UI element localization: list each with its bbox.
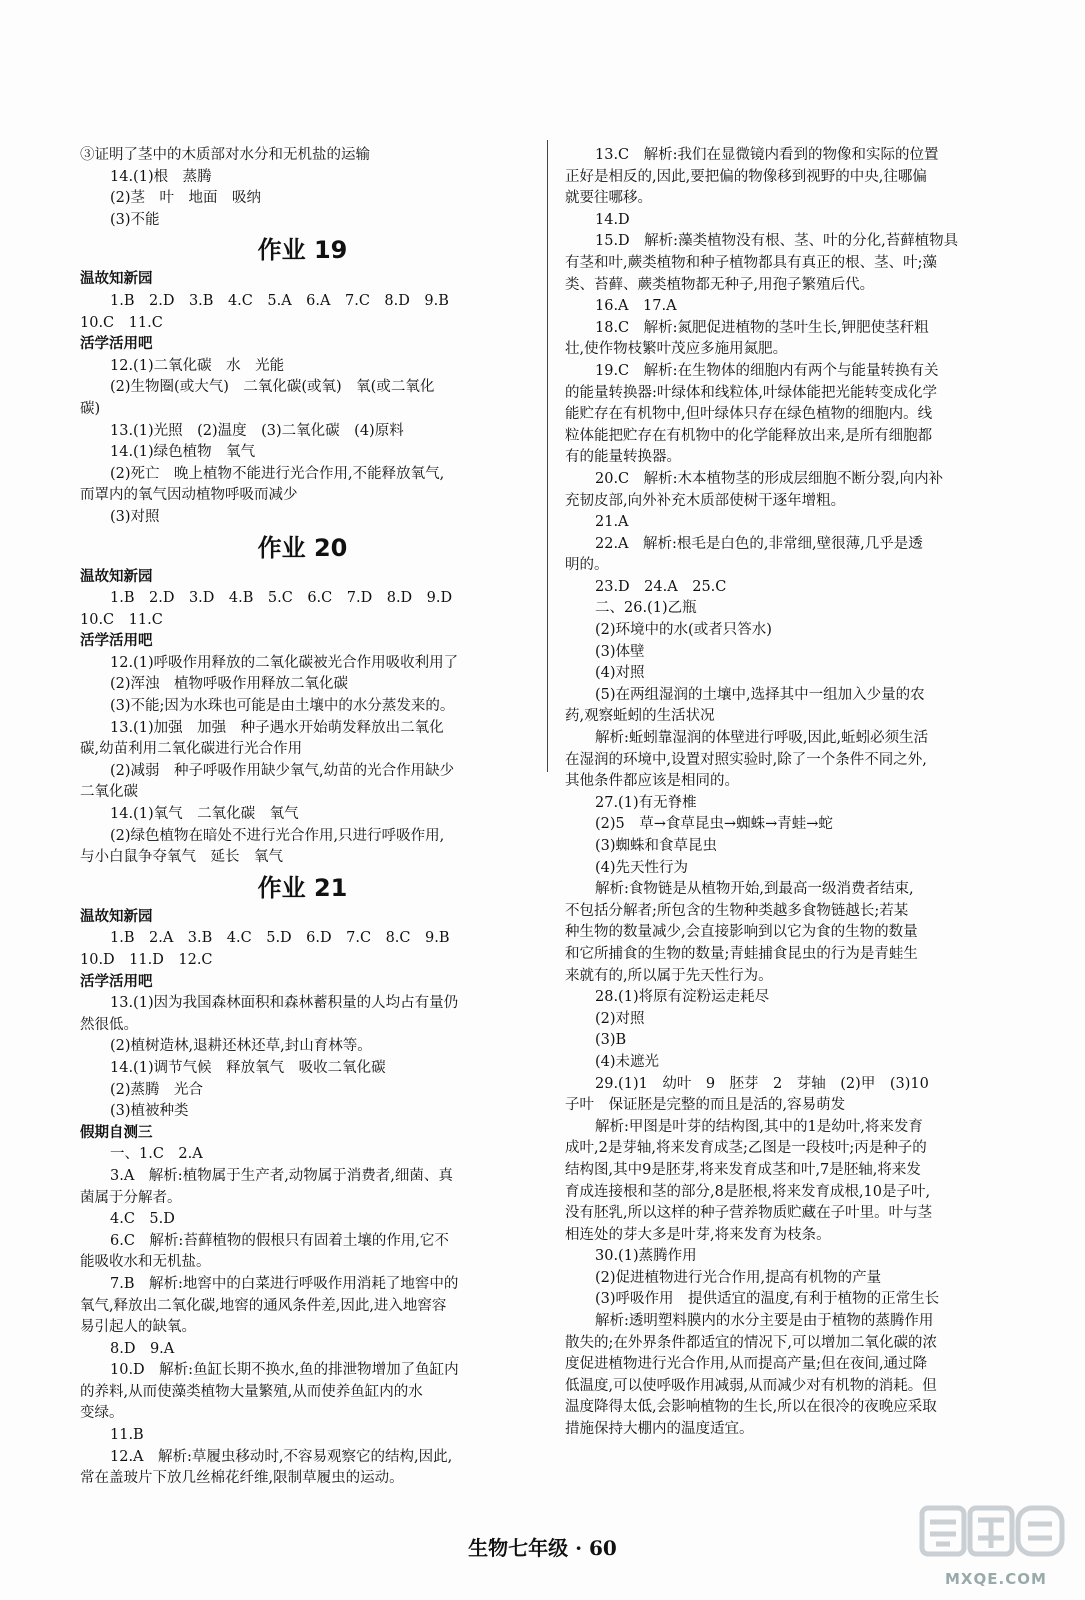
- answer-line: 15.D 解析:藻类植物没有根、茎、叶的分化,苔藓植物具: [595, 233, 959, 250]
- answer-line: 13.(1)加强 加强 种子遇水开始萌发释放出二氧化: [110, 719, 444, 736]
- answer-line: 子叶 保证胚是完整的而且是活的,容易萌发: [565, 1097, 846, 1114]
- answer-line: 二氧化碳: [80, 784, 138, 801]
- answer-line: 常在盖玻片下放几丝棉花纤维,限制草履虫的运动。: [80, 1470, 404, 1487]
- answer-line: 12.(1)呼吸作用释放的二氧化碳被光合作用吸收利用了: [110, 654, 459, 671]
- answer-line: (2)促进植物进行光合作用,提高有机物的产量: [595, 1269, 882, 1286]
- answer-line: 21.A: [595, 514, 629, 531]
- column-divider: [547, 140, 548, 772]
- subsection-label: 温故知新园: [80, 568, 153, 585]
- answer-line: (4)对照: [595, 665, 645, 682]
- section-heading: 作业 21: [257, 873, 348, 902]
- answer-line: 然很低。: [80, 1016, 138, 1033]
- answer-line: 与小白鼠争夺氧气 延长 氧气: [80, 849, 283, 866]
- answer-line: 的养料,从而使藻类植物大量繁殖,从而使养鱼缸内的水: [80, 1383, 423, 1400]
- answer-line: 6.C 解析:苔藓植物的假根只有固着土壤的作用,它不: [110, 1232, 449, 1249]
- right-column: [565, 145, 1020, 1441]
- answer-line: (3)对照: [110, 508, 160, 525]
- answer-line: 结构图,其中9是胚芽,将来发育成茎和叶,7是胚轴,将来发: [565, 1161, 921, 1178]
- answer-line: (4)未遮光: [595, 1053, 660, 1070]
- answer-line: 碳,幼苗利用二氧化碳进行光合作用: [80, 741, 303, 758]
- answer-line: (3)不能;因为水珠也可能是由土壤中的水分蒸发来的。: [110, 698, 455, 715]
- answer-line: 不包括分解者;所包含的生物种类越多食物链越长;若某: [565, 902, 909, 919]
- answer-line: 和它所捕食的生物的数量;青蛙捕食昆虫的行为是青蛙生: [565, 945, 918, 962]
- answer-line: 能贮存在有机物中,但叶绿体只存在绿色植物的细胞内。线: [565, 406, 933, 423]
- answer-line: 8.D 9.A: [110, 1340, 175, 1357]
- answer-line: 10.C 11.C: [80, 314, 163, 331]
- answer-line: 没有胚乳,所以这样的种子营养物质贮藏在子叶里。叶与茎: [565, 1205, 933, 1222]
- answer-line: 23.D 24.A 25.C: [595, 578, 727, 595]
- answer-line: 4.C 5.D: [110, 1211, 175, 1228]
- answer-line: 相连处的芽大多是叶芽,将来发育为枝条。: [565, 1226, 831, 1243]
- answer-line: (2)茎 叶 地面 吸纳: [110, 190, 262, 207]
- answer-line: 13.(1)因为我国森林面积和森林蓄积量的人均占有量仍: [110, 995, 459, 1012]
- answer-line: 30.(1)蒸腾作用: [595, 1248, 697, 1265]
- answer-line: 低温度,可以使呼吸作用减弱,从而减少对有机物的消耗。但: [565, 1377, 937, 1394]
- subsection-label: 假期自测三: [80, 1124, 153, 1141]
- answer-line: 二、26.(1)乙瓶: [595, 600, 697, 617]
- left-column: [80, 145, 525, 1490]
- answer-line: (3)不能: [110, 211, 160, 228]
- answer-line: 18.C 解析:氮肥促进植物的茎叶生长,钾肥使茎秆粗: [595, 319, 929, 336]
- answer-line: 10.D 11.D 12.C: [80, 952, 213, 968]
- answer-line: 14.(1)氧气 二氧化碳 氧气: [110, 806, 299, 823]
- answer-line: 27.(1)有无脊椎: [595, 794, 697, 811]
- answer-line: 而罩内的氧气因动植物呼吸而减少: [80, 487, 298, 504]
- watermark-url: MXQE.COM: [945, 1570, 1047, 1588]
- answer-line: (2)5 草→食草昆虫→蜘蛛→青蛙→蛇: [595, 816, 833, 833]
- answer-line: 12.(1)二氧化碳 水 光能: [110, 357, 285, 374]
- subsection-label: 温故知新园: [80, 908, 153, 925]
- answer-line: (2)浑浊 植物呼吸作用释放二氧化碳: [110, 676, 349, 693]
- answer-line: 16.A 17.A: [595, 298, 677, 315]
- answer-line: 度促进植物进行光合作用,从而提高产量;但在夜间,通过降: [565, 1356, 928, 1373]
- answer-line: (2)对照: [595, 1010, 645, 1027]
- answer-line: 明的。: [565, 557, 609, 574]
- answer-line: ③证明了茎中的木质部对水分和无机盐的运输: [80, 147, 370, 163]
- subsection-label: 活学活用吧: [80, 633, 153, 650]
- answer-line: (2)植树造林,退耕还林还草,封山育林等。: [110, 1038, 372, 1055]
- answer-line: 能吸收水和无机盐。: [80, 1254, 211, 1271]
- answer-line: 10.C 11.C: [80, 611, 163, 628]
- answer-line: 易引起人的缺氧。: [80, 1319, 196, 1336]
- answer-line: 13.(1)光照 (2)温度 (3)二氧化碳 (4)原料: [110, 422, 404, 439]
- answer-line: 类、苔藓、蕨类植物都无种子,用孢子繁殖后代。: [565, 276, 875, 293]
- answer-line: 解析:透明塑料膜内的水分主要是由于植物的蒸腾作用: [595, 1313, 934, 1330]
- answer-line: 育成连接根和茎的部分,8是胚根,将来发育成根,10是子叶,: [565, 1183, 931, 1200]
- answer-line: 14.(1)绿色植物 氧气: [110, 444, 256, 461]
- answer-line: 成叶,2是芽轴,将来发育成茎;乙图是一段枝叶;丙是种子的: [565, 1140, 927, 1157]
- answer-line: (5)在两组湿润的土壤中,选择其中一组加入少量的农: [595, 686, 925, 703]
- section-heading: 作业 20: [257, 533, 348, 562]
- answer-line: 1.B 2.A 3.B 4.C 5.D 6.D 7.C 8.C 9.B: [110, 930, 450, 947]
- answer-line: (3)蜘蛛和食草昆虫: [595, 838, 718, 854]
- section-heading: 作业 19: [257, 236, 348, 265]
- answer-line: 20.C 解析:木本植物茎的形成层细胞不断分裂,向内补: [595, 470, 944, 487]
- answer-line: 粒体能把贮存在有机物中的化学能释放出来,是所有细胞都: [565, 427, 933, 444]
- answer-line: 正好是相反的,因此,要把偏的物像移到视野的中央,往哪偏: [565, 168, 927, 185]
- answer-line: 1.B 2.D 3.D 4.B 5.C 6.C 7.D 8.D 9.D: [110, 590, 453, 607]
- answer-line: 12.A 解析:草履虫移动时,不容易观察它的结构,因此,: [110, 1448, 453, 1465]
- answer-line: (2)环境中的水(或者只答水): [595, 622, 772, 639]
- answer-line: 13.C 解析:我们在显微镜内看到的物像和实际的位置: [595, 147, 939, 163]
- answer-line: (2)蒸腾 光合: [110, 1081, 204, 1098]
- answer-line: 措施保持大棚内的温度适宜。: [565, 1421, 754, 1438]
- subsection-label: 温故知新园: [80, 271, 153, 288]
- answer-line: 11.B: [110, 1427, 144, 1444]
- answer-line: 温度降得太低,会影响植物的生长,所以在很冷的夜晚应采取: [565, 1399, 937, 1416]
- answer-line: 14.(1)根 蒸腾: [110, 168, 212, 185]
- answer-line: 壮,使作物枝繁叶茂应多施用氮肥。: [565, 341, 788, 358]
- answer-line: (4)先天性行为: [595, 859, 689, 876]
- answer-line: 解析:甲图是叶芽的结构图,其中的1是幼叶,将来发育: [595, 1118, 923, 1135]
- answer-line: 10.D 解析:鱼缸长期不换水,鱼的排泄物增加了鱼缸内: [110, 1362, 459, 1379]
- answer-line: (3)B: [595, 1032, 627, 1049]
- answer-line: 的能量转换器:叶绿体和线粒体,叶绿体能把光能转变成化学: [565, 384, 937, 401]
- answer-line: (3)植被种类: [110, 1103, 189, 1120]
- answer-line: 1.B 2.D 3.B 4.C 5.A 6.A 7.C 8.D 9.B: [110, 292, 449, 309]
- answer-line: (2)绿色植物在暗处不进行光合作用,只进行呼吸作用,: [110, 827, 445, 844]
- subsection-label: 活学活用吧: [80, 336, 153, 353]
- answer-line: (3)体壁: [595, 643, 645, 660]
- answer-line: 变绿。: [80, 1405, 124, 1422]
- answer-line: 22.A 解析:根毛是白色的,非常细,壁很薄,几乎是透: [595, 535, 923, 552]
- answer-line: 氧气,释放出二氧化碳,地窖的通风条件差,因此,进入地窖容: [80, 1297, 447, 1314]
- answer-line: 28.(1)将原有淀粉运走耗尽: [595, 989, 770, 1006]
- subsection-label: 活学活用吧: [80, 973, 153, 990]
- answer-line: 解析:蚯蚓靠湿润的体壁进行呼吸,因此,蚯蚓必须生活: [595, 730, 929, 747]
- answer-line: 充韧皮部,向外补充木质部使树干逐年增粗。: [565, 492, 846, 509]
- page-footer: 生物七年级 · 60: [468, 1536, 617, 1560]
- answer-line: 一、1.C 2.A: [110, 1146, 203, 1163]
- answer-line: 有茎和叶,蕨类植物和种子植物都具有真正的根、茎、叶;藻: [565, 254, 937, 271]
- answer-line: 菌属于分解者。: [80, 1189, 182, 1206]
- answer-line: 14.(1)调节气候 释放氧气 吸收二氧化碳: [110, 1059, 386, 1076]
- answer-line: 7.B 解析:地窖中的白菜进行呼吸作用消耗了地窖中的: [110, 1275, 459, 1292]
- answer-line: 散失的;在外界条件都适宜的情况下,可以增加二氧化碳的浓: [565, 1334, 937, 1351]
- answer-line: 碳): [80, 400, 101, 417]
- answer-line: 29.(1)1 幼叶 9 胚芽 2 芽轴 (2)甲 (3)10: [595, 1075, 929, 1092]
- answer-line: 有的能量转换器。: [565, 449, 681, 466]
- answer-line: (2)减弱 种子呼吸作用缺少氧气,幼苗的光合作用缺少: [110, 762, 455, 779]
- answer-line: 3.A 解析:植物属于生产者,动物属于消费者,细菌、真: [110, 1167, 453, 1184]
- answer-line: 19.C 解析:在生物体的细胞内有两个与能量转换有关: [595, 362, 939, 379]
- answer-line: 就要往哪移。: [565, 190, 652, 207]
- answer-line: 药,观察蚯蚓的生活状况: [565, 708, 715, 725]
- answer-line: 来就有的,所以属于先天性行为。: [565, 967, 773, 984]
- answer-line: (2)死亡 晚上植物不能进行光合作用,不能释放氧气,: [110, 465, 445, 482]
- answer-line: 在湿润的环境中,设置对照实验时,除了一个条件不同之外,: [565, 751, 927, 768]
- answer-line: 解析:食物链是从植物开始,到最高一级消费者结束,: [595, 881, 914, 898]
- answer-line: 14.D: [595, 211, 630, 228]
- answer-line: 其他条件都应该是相同的。: [565, 773, 739, 790]
- answer-line: 种生物的数量减少,会直接影响到以它为食的生物的数量: [565, 924, 918, 941]
- answer-line: (2)生物圈(或大气) 二氧化碳(或氧) 氧(或二氧化: [110, 379, 435, 396]
- answer-line: (3)呼吸作用 提供适宜的温度,有利于植物的正常生长: [595, 1291, 940, 1308]
